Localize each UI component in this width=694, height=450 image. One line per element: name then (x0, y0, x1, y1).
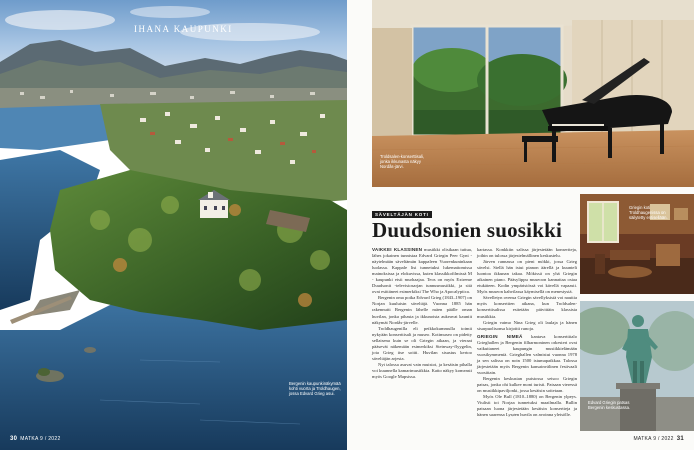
statue-photo (580, 301, 694, 431)
paragraph: Sävelletyn ovensa Griegin sävellyksistä voi nauttia myös konserttien aikana, kun Troldsalen-konserttisalissa esitetään päivittäin klassista musiikkia. (477, 295, 577, 319)
article-column-1 (372, 247, 472, 380)
photo-kicker: IHANA KAUPUNKI (134, 24, 233, 34)
paragraph: Järven rannassa on pieni mökki, jossa Grieg sävelsi. Siellä hän istui pianon äärellä ja kuunteli luontoa ikkunan takaa. Mökissä on yhä Griegin aikainen piano. Pääsylippu museoon kannattaa ostaa etukäteen. Kodin ympäristössä voi kävellä vapaasti. Myös museon kahvilassa käymisellä on menestystä. (477, 259, 577, 295)
paragraph: Griegin vaimo Nina Grieg oli laulaja ja hänen sisarpuolisonsa kirjoitti runoja. (477, 319, 577, 331)
article-headline: Duudsonien suosikki (372, 218, 562, 242)
paragraph-text: kantava konserttitalo Grieghallen ja Bergenin filharmoninen orkesteri ovat vaikuttaneet kaupungin musiikkielämään vuosikymmeniä. Grieghallen valmistui vuonna 1978 ja sen salissa on noin 1500 istumapaikkaa. Talossa järjestetään myös Bergenin kansainvälinen festivaali vuosittain. (477, 333, 577, 375)
paragraph (477, 334, 577, 376)
section-label: SÄVELTÄJÄN KOTI (372, 211, 432, 218)
article-column-2 (477, 247, 577, 418)
page-folio (10, 436, 61, 442)
page-number: 31 (676, 436, 684, 442)
paragraph: Bergenin keskustan puistossa seisoo Griegin patsas, jonka ohi kulkee moni turisti. Patsaan vieressä on musiikkipaviljonki, jossa kesäisin soitetaan. (477, 375, 577, 394)
lead-in: GRIEGIN NIMEÄ (477, 333, 523, 339)
statue-caption: Edvard Griegin patsas Bergenin keskustassa. (588, 400, 631, 411)
paragraph: Troldhaugenilla eli peikkokummulla toimii nykyään konserttisali ja museo. Kotimuseo on pidetty sellaisena kuin se oli Griegin aikaan, ja vieraat pääsevät näkemään esimerkiksi Steinway-flyygelin, jota Grieg itse soitti. Huvilan sisustus kertoo säveltäjän arjesta. (372, 325, 472, 361)
paragraph: Nyt talossa asuvat vain muistot, ja kesäisin pihalla voi kuunnella kamarimusiikkia. Katto näkyy komeasti myös Google Mapsissa. (372, 361, 472, 379)
paragraph-text: musiikki olisikaan tuttua, lähes jokainen tunnistaa Edvard Griegin Peer Gynt -näytelmään säveltämän kappaleen Vuorenkuninkaan luolassa. Kappale lisi tunnetuksi lukemattomissa mainoksissa ja elokuvissa, kuten klassikkofilmissä M - kaupunki etsii murhaajaa. Teos on myös Extreme Duudsonit -televisiosarjan tunnusmusiikki, ja sitä ovat esittäneet esimerkiksi The Who ja Apocalyptica. (372, 247, 472, 295)
right-page (347, 0, 694, 450)
page-folio (633, 436, 684, 442)
paragraph (372, 247, 472, 295)
paragraph: kartassa. Konkkiin salissa järjestetään konsertteja, joihin on tulossa järjestelmällinen keskustelu. (477, 247, 577, 259)
magazine-issue: MATKA 9 / 2022 (633, 436, 674, 442)
paragraph: Bergenin oma poika Edvard Grieg (1843–1907) on Norjan kuuluisin säveltäjä. Vuonna 1885 hän rakennutti Bergenin lähelle mäen päälle oman huvilan, jonka pihasta ja ikkunoista aukeavat kauniit näkymät Nordås-järvelle. (372, 295, 472, 325)
interior-caption: Griegin koti Troldhaugenissa on säilytetty entisellään. (629, 205, 668, 221)
lead-in: VAIKKEI KLASSINEN (372, 247, 423, 252)
magazine-issue: MATKA 9 / 2022 (20, 436, 61, 442)
photo-caption: Bergenin kaupunkinäkymää kohti vuorta ja Troldhaugen, jossa Edvard Grieg asui. (289, 381, 341, 397)
hall-caption: Troldsalen-konserttisali, jonka ikkunasta näkyy Nordås-järvi. (380, 154, 425, 170)
paragraph: Myös Ole Bull (1810–1880) on Bergenin ylpeys. Viulisti toi Norjaa tunnetuksi maailmalla. Bullin patsaan luona järjestetään kesäisin konsertteja ja hänen saarensa Lysøen huvila on avoinna yleisölle. (477, 394, 577, 418)
page-number: 30 (10, 436, 18, 442)
